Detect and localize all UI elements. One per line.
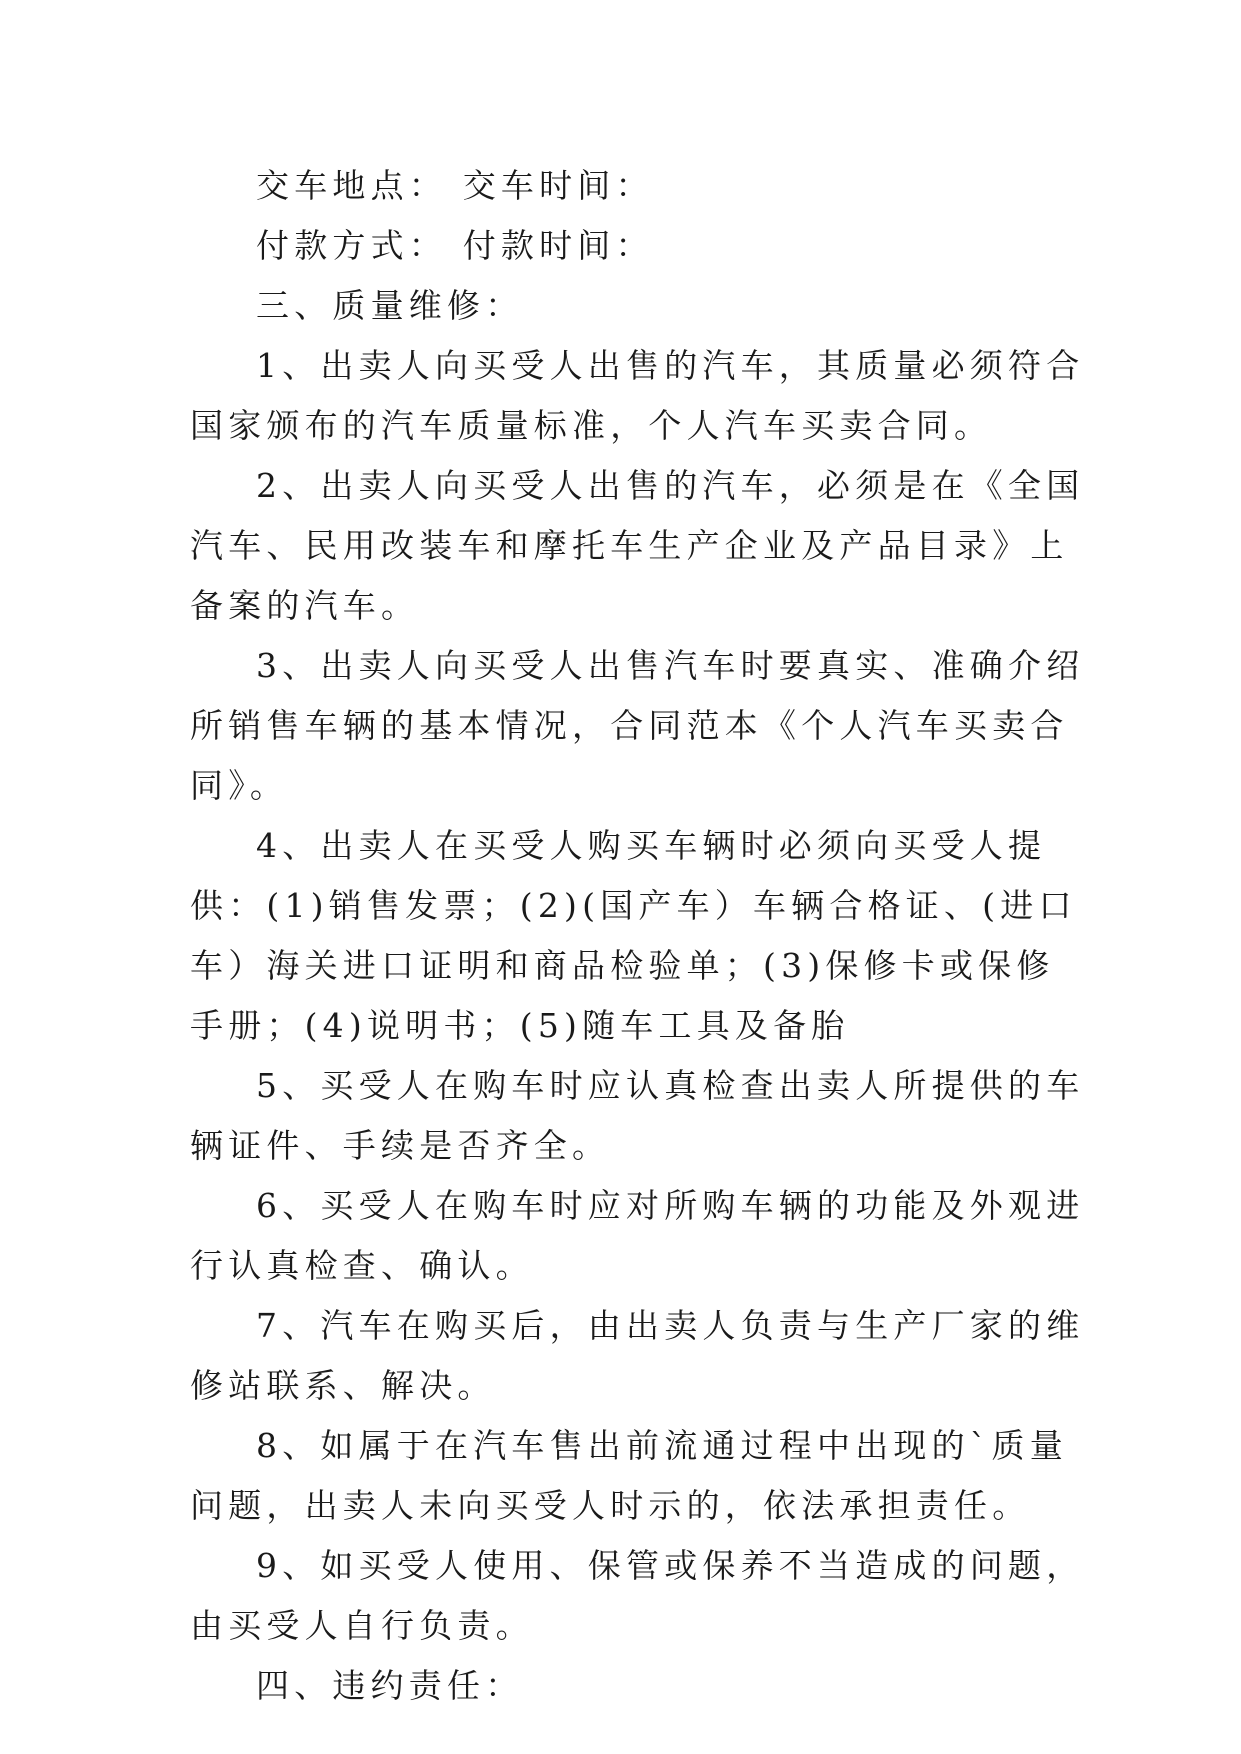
clause-9: 9、如买受人使用、保管或保养不当造成的问题，由买受人自行负责。	[190, 1546, 1085, 1645]
payment-method-time: 付款方式： 付款时间：	[256, 226, 654, 265]
clause-6: 6、买受人在购车时应对所购车辆的功能及外观进行认真检查、确认。	[190, 1186, 1085, 1285]
clause-2: 2、出卖人向买受人出售的汽车，必须是在《全国汽车、民用改装车和摩托车生产企业及产品目录》上备案的汽车。	[190, 466, 1085, 625]
delivery-place-time: 交车地点： 交车时间：	[256, 166, 654, 205]
document-body	[190, 156, 1090, 1716]
clause-4: 4、出卖人在买受人购买车辆时必须向买受人提供：(1)销售发票；(2)(国产车）车辆合格证、(进口车）海关进口证明和商品检验单；(3)保修卡或保修手册；(4)说明书；(5)随车工具及备胎	[190, 826, 1077, 1045]
clause-5: 5、买受人在购车时应认真检查出卖人所提供的车辆证件、手续是否齐全。	[190, 1066, 1085, 1165]
section-heading-quality: 三、质量维修：	[256, 286, 524, 325]
clause-3: 3、出卖人向买受人出售汽车时要真实、准确介绍所销售车辆的基本情况，合同范本《个人汽车买卖合同》。	[190, 646, 1085, 805]
section-heading-liability: 四、违约责任：	[256, 1666, 524, 1705]
clause-1: 1、出卖人向买受人出售的汽车，其质量必须符合国家颁布的汽车质量标准，个人汽车买卖合同。	[190, 346, 1085, 445]
clause-8: 8、如属于在汽车售出前流通过程中出现的`质量问题，出卖人未向买受人时示的，依法承担责任。	[190, 1426, 1068, 1525]
clause-7: 7、汽车在购买后，由出卖人负责与生产厂家的维修站联系、解决。	[190, 1306, 1085, 1405]
